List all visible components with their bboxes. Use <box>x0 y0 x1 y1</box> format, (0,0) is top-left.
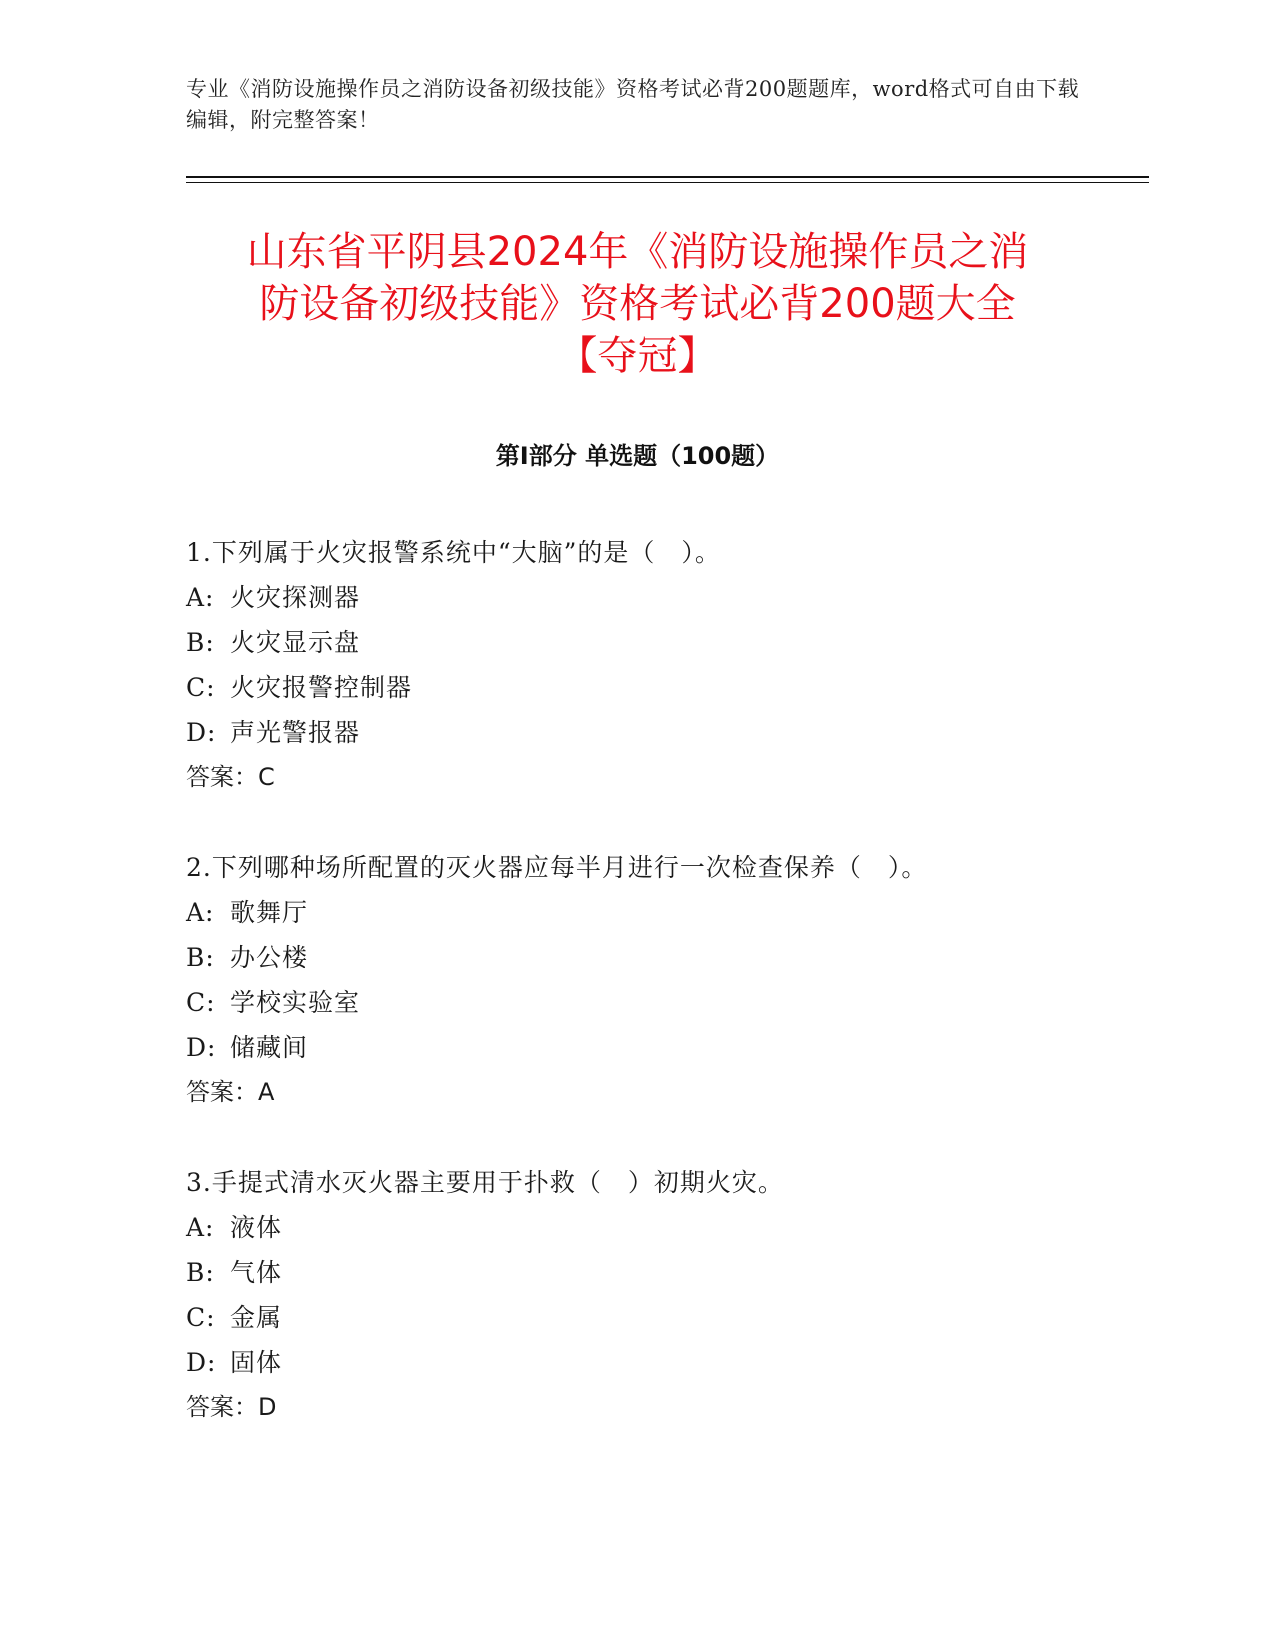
option-b <box>186 620 1126 665</box>
option-text: 火灾报警控制器 <box>230 673 413 702</box>
option-text: 固体 <box>230 1348 283 1377</box>
option-text: 金属 <box>230 1303 283 1332</box>
option-c <box>186 1295 1126 1340</box>
option-key: D: <box>186 718 217 747</box>
option-key: D: <box>186 1033 217 1062</box>
answer: 答案：C <box>186 763 275 791</box>
option-a <box>186 575 1126 620</box>
question-stem: 2.下列哪种场所配置的灭火器应每半月进行一次检查保养（ ）。 <box>186 853 928 882</box>
option-text: 火灾探测器 <box>230 583 361 612</box>
option-text: 储藏间 <box>230 1033 309 1062</box>
title-line-3: 【夺冠】 <box>557 333 718 379</box>
option-text: 声光警报器 <box>230 718 361 747</box>
option-text: 歌舞厅 <box>230 898 309 927</box>
option-text: 学校实验室 <box>230 988 361 1017</box>
answer: 答案：A <box>186 1078 275 1106</box>
option-text: 办公楼 <box>230 943 309 972</box>
question-list <box>186 530 1126 1475</box>
question-stem: 3.手提式清水灭火器主要用于扑救（ ）初期火灾。 <box>186 1168 784 1197</box>
option-a <box>186 1205 1126 1250</box>
option-key: A: <box>186 898 215 927</box>
option-key: D: <box>186 1348 217 1377</box>
option-key: A: <box>186 583 215 612</box>
option-b <box>186 1250 1126 1295</box>
option-key: C: <box>186 673 216 702</box>
answer: 答案：D <box>186 1393 277 1421</box>
header-note: 专业《消防设施操作员之消防设备初级技能》资格考试必背200题题库，word格式可自由下载编辑，附完整答案！ <box>186 77 1080 132</box>
question-3 <box>186 1160 1126 1430</box>
option-d <box>186 1025 1126 1070</box>
option-b <box>186 935 1126 980</box>
option-c <box>186 665 1126 710</box>
option-key: C: <box>186 988 216 1017</box>
option-key: A: <box>186 1213 215 1242</box>
header-rule-thin <box>186 182 1149 183</box>
title-line-2: 防设备初级技能》资格考试必背200题大全 <box>259 281 1016 327</box>
section-heading: 第Ⅰ部分 单选题（100题） <box>495 442 780 470</box>
option-text: 气体 <box>230 1258 283 1287</box>
option-text: 液体 <box>230 1213 283 1242</box>
option-key: B: <box>186 943 215 972</box>
option-a <box>186 890 1126 935</box>
option-text: 火灾显示盘 <box>230 628 361 657</box>
option-key: C: <box>186 1303 216 1332</box>
question-stem: 1.下列属于火灾报警系统中“大脑”的是（ ）。 <box>186 538 721 567</box>
option-d <box>186 710 1126 755</box>
document-title <box>150 226 1125 382</box>
option-key: B: <box>186 628 215 657</box>
option-c <box>186 980 1126 1025</box>
question-1 <box>186 530 1126 800</box>
title-line-1: 山东省平阴县2024年《消防设施操作员之消 <box>246 229 1029 275</box>
option-key: B: <box>186 1258 215 1287</box>
option-d <box>186 1340 1126 1385</box>
header-rule-thick <box>186 176 1149 178</box>
question-2 <box>186 845 1126 1115</box>
